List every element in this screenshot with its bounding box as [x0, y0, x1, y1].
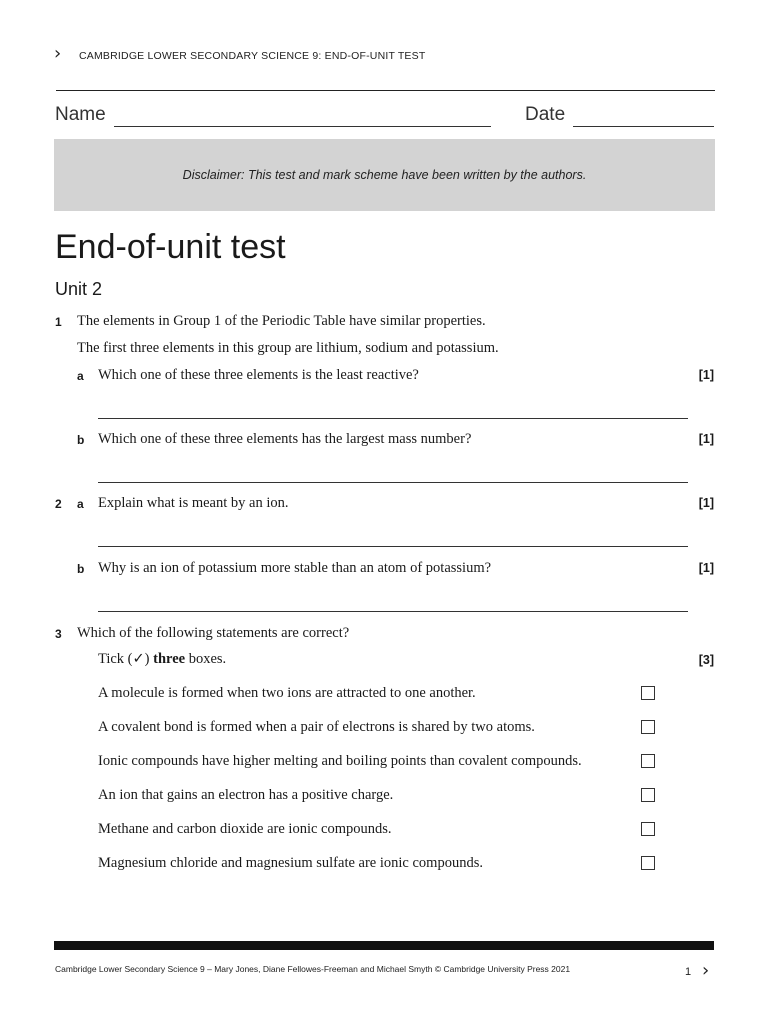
instruction-post: boxes. [185, 651, 227, 667]
answer-line[interactable] [98, 418, 688, 419]
question-stem: The first three elements in this group are lithium, sodium and potassium. [77, 340, 499, 356]
answer-line[interactable] [98, 482, 688, 483]
page-title: End-of-unit test [55, 228, 286, 266]
question-stem: Which of the following statements are correct? [77, 625, 350, 641]
disclaimer-box [54, 139, 715, 211]
question-stem: The elements in Group 1 of the Periodic Table have similar properties. [77, 313, 486, 329]
instruction-emphasis: three [153, 651, 186, 667]
question-part-label: a [77, 369, 84, 383]
statement-text: An ion that gains an electron has a positive charge. [98, 787, 394, 803]
marks-label: [1] [698, 496, 714, 510]
disclaimer-text: Disclaimer: This test and mark scheme have been written by the authors. [182, 168, 587, 182]
question-number: 2 [55, 497, 62, 511]
running-header: CAMBRIDGE LOWER SECONDARY SCIENCE 9: END-OF-UNIT TEST [79, 50, 426, 62]
tick-checkbox[interactable] [641, 788, 655, 802]
question-part-label: a [77, 497, 84, 511]
question-part-text: Which one of these three elements is the least reactive? [98, 367, 419, 383]
question-number: 1 [55, 315, 62, 329]
statement-text: Magnesium chloride and magnesium sulfate are ionic compounds. [98, 855, 483, 871]
question-part-label: b [77, 433, 85, 447]
tick-checkbox[interactable] [641, 822, 655, 836]
tick-checkbox[interactable] [641, 686, 655, 700]
page-number: 1 [685, 966, 692, 978]
question-number: 3 [55, 627, 62, 641]
chevron-right-icon: › [54, 43, 62, 64]
instruction-text [98, 651, 226, 668]
name-field-line [114, 126, 491, 127]
tick-checkbox[interactable] [641, 720, 655, 734]
question-part-text: Why is an ion of potassium more stable than an atom of potassium? [98, 560, 492, 576]
tick-checkbox[interactable] [641, 856, 655, 870]
statement-text: Methane and carbon dioxide are ionic compounds. [98, 821, 392, 837]
marks-label: [3] [698, 653, 714, 667]
question-part-text: Which one of these three elements has the largest mass number? [98, 431, 472, 447]
statement-text: A covalent bond is formed when a pair of electrons is shared by two atoms. [98, 719, 535, 735]
question-part-text: Explain what is meant by an ion. [98, 495, 289, 511]
header-divider [56, 90, 715, 91]
instruction-pre: Tick (✓) [98, 651, 154, 667]
statement-text: Ionic compounds have higher melting and boiling points than covalent compounds. [98, 753, 582, 769]
next-page-chevron-icon[interactable]: › [702, 960, 710, 981]
date-field-line [573, 126, 714, 127]
marks-label: [1] [698, 432, 714, 446]
answer-line[interactable] [98, 611, 688, 612]
statement-text: A molecule is formed when two ions are attracted to one another. [98, 685, 476, 701]
name-label: Name [55, 104, 106, 125]
footer-bar [54, 941, 714, 950]
marks-label: [1] [698, 561, 714, 575]
answer-line[interactable] [98, 546, 688, 547]
question-part-label: b [77, 562, 85, 576]
unit-label: Unit 2 [55, 279, 103, 299]
date-label: Date [525, 104, 566, 125]
marks-label: [1] [698, 368, 714, 382]
footer-credit: Cambridge Lower Secondary Science 9 – Mary Jones, Diane Fellowes-Freeman and Michael Smyth © Cambridge University Press 2021 [55, 964, 571, 974]
tick-checkbox[interactable] [641, 754, 655, 768]
